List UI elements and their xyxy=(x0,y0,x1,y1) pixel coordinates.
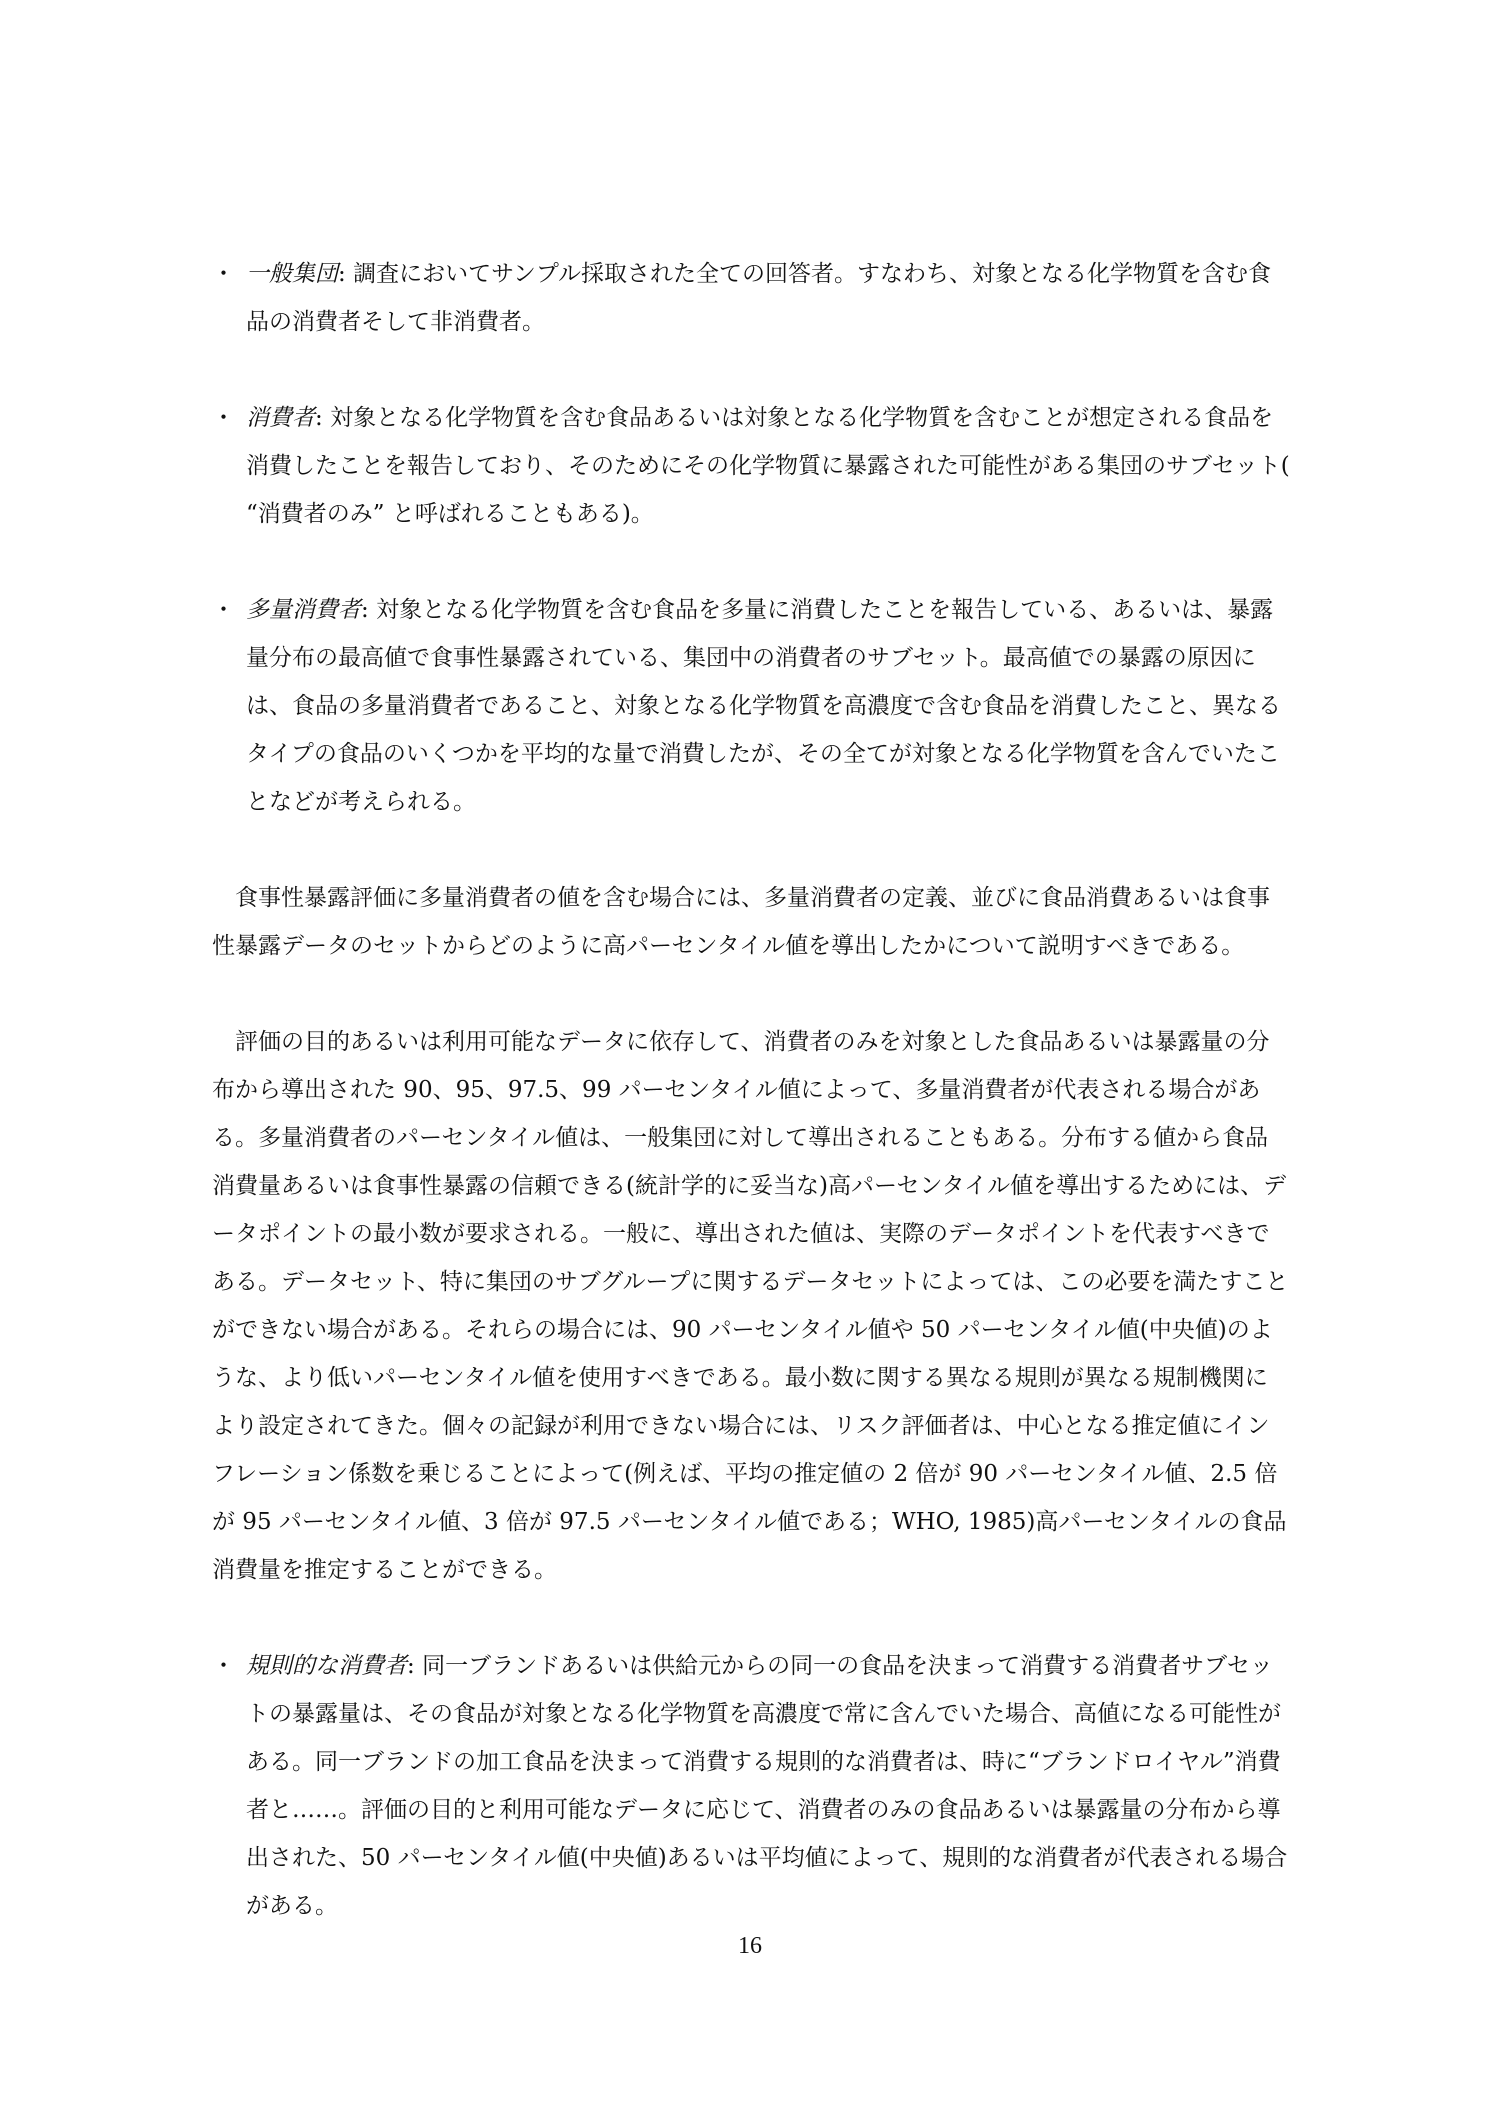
body-paragraph: 評価の目的あるいは利用可能なデータに依存して、消費者のみを対象とした食品あるいは暴露量の分布から導出された 90、95、97.5、99 パーセンタイル値によって、多量消費者が代表される場合がある。多量消費者のパーセンタイル値は、一般集団に対して導出されることもある。分布する値から食品消費量あるいは食事性暴露の信頼できる(統計学的に妥当な)高パーセンタイル値を導出するためには、データポイントの最小数が要求される。一般に、導出された値は、実際のデータポイントを代表すべきである。データセット、特に集団のサブグループに関するデータセットによっては、この必要を満たすことができない場合がある。それらの場合には、90 パーセンタイル値や 50 パーセンタイル値(中央値)のような、より低いパーセンタイル値を使用すべきである。最小数に関する異なる規則が異なる規制機関により設定されてきた。個々の記録が利用できない場合には、リスク評価者は、中心となる推定値にインフレーション係数を乗じることによって(例えば、平均の推定値の 2 倍が 90 パーセンタイル値、2.5 倍が 95 パーセンタイル値、3 倍が 97.5 パーセンタイル値である；WHO, 1985)高パーセンタイルの食品消費量を推定することができる。 xyxy=(212,1029,1289,1583)
term-separator: : xyxy=(338,261,354,287)
term-label: 消費者 xyxy=(246,405,315,431)
page-number: 16 xyxy=(738,1933,762,1959)
bullet-marker: ・ xyxy=(212,405,235,431)
term-separator: : xyxy=(407,1653,423,1679)
definition-consumers xyxy=(212,394,1290,538)
bullet-marker: ・ xyxy=(212,261,235,287)
term-label: 多量消費者 xyxy=(246,597,361,623)
term-separator: : xyxy=(315,405,331,431)
definition-text: 調査においてサンプル採取された全ての回答者。すなわち、対象となる化学物質を含む食品の消費者そして非消費者。 xyxy=(246,261,1271,335)
document-body xyxy=(212,250,1290,1978)
bullet-marker: ・ xyxy=(212,597,235,623)
term-separator: : xyxy=(361,597,377,623)
bullet-marker: ・ xyxy=(212,1653,235,1679)
definition-text: 対象となる化学物質を含む食品あるいは対象となる化学物質を含むことが想定される食品を消費したことを報告しており、そのためにその化学物質に暴露された可能性がある集団のサブセット( “消費者のみ” と呼ばれることもある)。 xyxy=(246,405,1290,527)
definition-general-population xyxy=(212,250,1290,346)
body-paragraph: 食事性暴露評価に多量消費者の値を含む場合には、多量消費者の定義、並びに食品消費あるいは食事性暴露データのセットからどのように高パーセンタイル値を導出したかについて説明すべきである。 xyxy=(212,885,1270,959)
definition-text: 対象となる化学物質を含む食品を多量に消費したことを報告している、あるいは、暴露量分布の最高値で食事性暴露されている、集団中の消費者のサブセット。最高値での暴露の原因には、食品の多量消費者であること、対象となる化学物質を高濃度で含む食品を消費したこと、異なるタイプの食品のいくつかを平均的な量で消費したが、その全てが対象となる化学物質を含んでいたことなどが考えられる。 xyxy=(246,597,1281,815)
definition-high-consumers xyxy=(212,586,1290,826)
term-label: 一般集団 xyxy=(246,261,338,287)
definition-regular-consumers xyxy=(212,1642,1290,1930)
definition-text: 同一ブランドあるいは供給元からの同一の食品を決まって消費する消費者サブセットの暴露量は、その食品が対象となる化学物質を高濃度で常に含んでいた場合、高値になる可能性がある。同一ブランドの加工食品を決まって消費する規則的な消費者は、時に“ブランドロイヤル”消費者と……。評価の目的と利用可能なデータに応じて、消費者のみの食品あるいは暴露量の分布から導出された、50 パーセンタイル値(中央値)あるいは平均値によって、規則的な消費者が代表される場合がある。 xyxy=(246,1653,1288,1919)
term-label: 規則的な消費者 xyxy=(246,1653,407,1679)
